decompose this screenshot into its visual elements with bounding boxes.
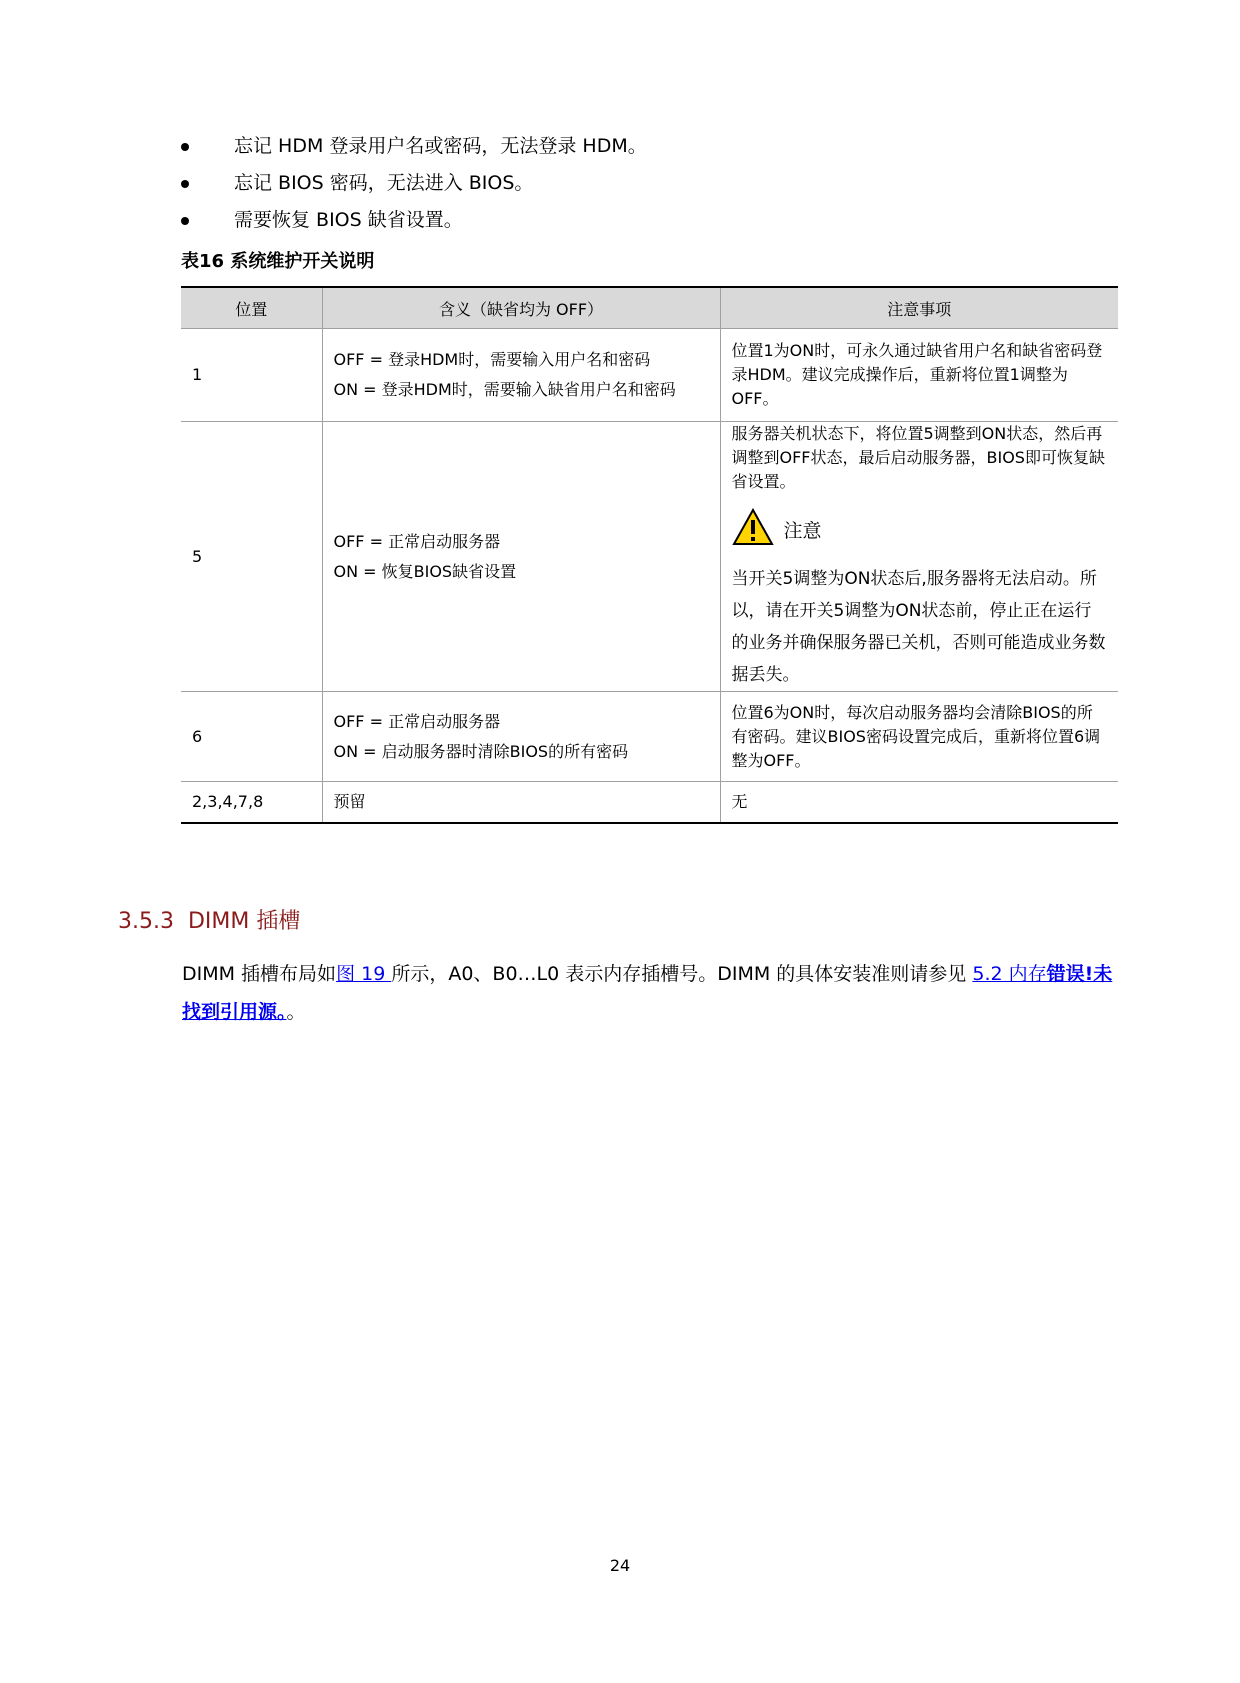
table-caption: 表16 系统维护开关说明 (181, 251, 375, 272)
bullet-text: 忘记 BIOS 密码，无法进入 BIOS。 (234, 172, 534, 194)
cell-meaning: 预留 (322, 782, 720, 823)
notes-text: 服务器关机状态下，将位置5调整到ON状态，然后再调整到OFF状态，最后启动服务器，BIOS即可恢复缺省设置。 (731, 424, 1105, 491)
bullet-icon (181, 180, 189, 188)
table-row (181, 782, 1118, 823)
list-item (0, 165, 1240, 202)
meaning-off: OFF = 正常启动服务器 (333, 711, 501, 731)
cell-position: 6 (181, 692, 322, 782)
header-position: 位置 (181, 287, 322, 329)
bullet-icon (181, 143, 189, 151)
cell-meaning (322, 692, 720, 782)
table-row (181, 329, 1118, 422)
bullet-icon (181, 217, 189, 225)
section-heading (118, 904, 300, 935)
list-item (0, 128, 1240, 165)
cell-position: 2,3,4,7,8 (181, 782, 322, 823)
cell-notes (720, 422, 1118, 692)
bullet-text: 需要恢复 BIOS 缺省设置。 (234, 209, 463, 231)
cell-notes: 无 (720, 782, 1118, 823)
list-item (0, 202, 1240, 239)
figure-link[interactable]: 图 19 (336, 963, 392, 985)
cell-position: 1 (181, 329, 322, 422)
section-number: 3.5.3 (118, 909, 174, 934)
bullet-list (0, 128, 1240, 239)
table-row (181, 692, 1118, 782)
header-meaning: 含义（缺省均为 OFF） (322, 287, 720, 329)
meaning-on: ON = 登录HDM时，需要输入缺省用户名和密码 (333, 380, 676, 399)
table-row (181, 422, 1118, 692)
paragraph-text: DIMM 插槽布局如 (182, 963, 337, 985)
paragraph-text: 。 (286, 1001, 306, 1023)
paragraph-text: 所示，A0、B0…L0 表示内存插槽号。DIMM 的具体安装准则请参见 (391, 963, 973, 985)
cell-notes: 位置6为ON时，每次启动服务器均会清除BIOS的所有密码。建议BIOS密码设置完成后，重新将位置6调整为OFF。 (720, 692, 1118, 782)
section-link[interactable]: 5.2 内存 (972, 963, 1047, 985)
warning-triangle-icon (732, 508, 774, 553)
meaning-on: ON = 恢复BIOS缺省设置 (333, 561, 517, 581)
page-number: 24 (609, 1556, 631, 1575)
meaning-on: ON = 启动服务器时清除BIOS的所有密码 (333, 741, 629, 761)
meaning-off: OFF = 正常启动服务器 (333, 531, 501, 551)
reference-error-link[interactable]: 错误!未找到引用源。 (182, 963, 1113, 1023)
cell-notes: 位置1为ON时，可永久通过缺省用户名和缺省密码登录HDM。建议完成操作后，重新将位置1调整为OFF。 (720, 329, 1118, 422)
header-notes: 注意事项 (720, 287, 1118, 329)
bullet-text: 忘记 HDM 登录用户名或密码，无法登录 HDM。 (234, 135, 647, 157)
meaning-off: OFF = 登录HDM时，需要输入用户名和密码 (333, 350, 651, 369)
cell-position: 5 (181, 422, 322, 692)
notice-header (732, 508, 1108, 553)
table-header-row (181, 287, 1118, 329)
maintenance-switch-table (181, 286, 1118, 824)
body-paragraph (182, 955, 1118, 1031)
cell-meaning (322, 422, 720, 692)
notice-title: 注意 (783, 519, 822, 542)
section-title: DIMM 插槽 (187, 909, 301, 934)
cell-meaning (322, 329, 720, 422)
notice-text: 当开关5调整为ON状态后,服务器将无法启动。所以，请在开关5调整为ON状态前，停止正在运行的业务并确保服务器已关机，否则可能造成业务数据丢失。 (731, 569, 1106, 685)
